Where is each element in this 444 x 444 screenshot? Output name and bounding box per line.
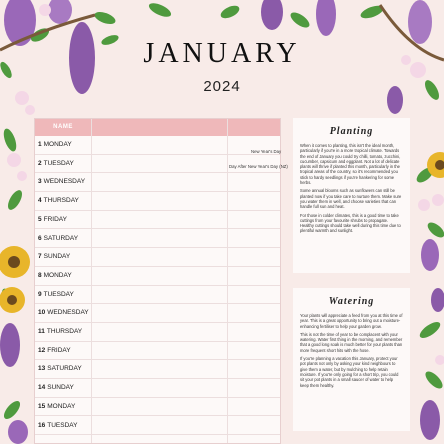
day-name: SATURDAY bbox=[47, 365, 82, 373]
day-label bbox=[38, 160, 74, 167]
calendar-day-row bbox=[35, 267, 280, 286]
day-name: THURSDAY bbox=[43, 197, 79, 205]
note-new-years-day: New Year's Day bbox=[251, 149, 282, 154]
day-label bbox=[38, 309, 89, 316]
planting-paragraph-3: For those in colder climates, this is a good time to take cuttings from your favourite shrubs to propagate. Healthy cuttings should take well during this time due to plentiful warmth and sunlight. bbox=[300, 212, 401, 234]
day-label bbox=[38, 141, 72, 148]
watering-paragraph-2: This is not the time of year to be complacent with your watering. Water first thing in the morning, and remember that a good long soak is much better for your plants than more frequent short hits with the hose. bbox=[300, 331, 403, 353]
day-number: 15 bbox=[38, 402, 46, 410]
day-label bbox=[38, 253, 70, 260]
day-name: SUNDAY bbox=[43, 253, 71, 261]
day-name: MONDAY bbox=[43, 141, 72, 148]
day-number: 16 bbox=[38, 421, 46, 429]
day-label bbox=[38, 347, 71, 354]
calendar-table bbox=[34, 118, 288, 444]
day-label bbox=[38, 197, 79, 204]
planting-paragraph-1: When it comes to planting, this isn't the ideal month, particularly if you're in a more tropical climate. Towards the end of January you could try chilli, tomato, zucchini, cucumber, capsicum and eggplant. Not a lot of delicate plants will thrive if planted this month, particularly in the tropical areas of the country, so it's recommended you stick to hardy seedlings if you're hankering for some herbs. bbox=[300, 143, 401, 186]
calendar-day-row bbox=[35, 304, 280, 323]
day-label bbox=[38, 216, 67, 223]
day-number: 2 bbox=[38, 159, 42, 167]
watering-panel bbox=[293, 288, 410, 431]
day-number: 4 bbox=[38, 197, 42, 205]
day-label bbox=[38, 235, 78, 242]
day-number: 6 bbox=[38, 234, 42, 242]
day-name: THURSDAY bbox=[46, 328, 83, 335]
day-number: 5 bbox=[38, 215, 42, 223]
day-name: SUNDAY bbox=[47, 384, 74, 392]
day-name: WEDNESDAY bbox=[43, 178, 86, 186]
calendar-day-row bbox=[35, 342, 280, 361]
day-label bbox=[38, 291, 74, 298]
calendar-day-row bbox=[35, 323, 280, 342]
note-day-after-new-years: Day After New Year's Day (NZ) bbox=[229, 164, 288, 169]
day-name: MONDAY bbox=[43, 271, 72, 279]
calendar-day-row bbox=[35, 192, 280, 211]
name-column-header: NAME bbox=[35, 119, 92, 136]
watering-title: Watering bbox=[328, 296, 375, 307]
calendar-day-row bbox=[35, 248, 280, 267]
day-number: 12 bbox=[38, 346, 46, 354]
calendar-day-row bbox=[35, 136, 280, 155]
wisteria-left bbox=[0, 323, 28, 444]
planting-panel bbox=[293, 118, 410, 273]
day-label bbox=[38, 384, 74, 391]
calendar-day-row bbox=[35, 360, 280, 379]
day-name: TUESDAY bbox=[43, 290, 74, 298]
sunflowers-left bbox=[0, 246, 30, 313]
day-name: FRIDAY bbox=[47, 346, 71, 354]
column-header-2 bbox=[92, 119, 228, 136]
day-name: WEDNESDAY bbox=[47, 309, 89, 317]
day-name: MONDAY bbox=[47, 402, 76, 410]
planting-paragraph-2: Some annual blooms such as sunflowers can still be planted now if you take care to nurture them. Make sure you water them in well, and choose varieties that can handle full sun and heat. bbox=[300, 188, 402, 210]
day-label bbox=[38, 328, 82, 335]
day-name: SATURDAY bbox=[43, 234, 79, 242]
calendar-day-row bbox=[35, 286, 280, 305]
day-label bbox=[38, 422, 77, 429]
day-name: FRIDAY bbox=[43, 215, 67, 223]
month-title: JANUARY bbox=[143, 38, 301, 69]
day-number: 9 bbox=[38, 290, 42, 298]
day-label bbox=[38, 403, 75, 410]
year-label: 2024 bbox=[203, 78, 241, 95]
calendar-day-row bbox=[35, 417, 280, 436]
calendar-day-row bbox=[35, 398, 280, 417]
column-header-3 bbox=[228, 119, 282, 136]
watering-paragraph-1: Your plants will appreciate a feed from you at this time of year. This is a great opportunity to bring out a moisture-enhancing fertiliser to help your garden grow. bbox=[300, 313, 403, 329]
calendar-day-row bbox=[35, 230, 280, 249]
day-number: 3 bbox=[38, 178, 42, 186]
day-label bbox=[38, 272, 72, 279]
day-number: 7 bbox=[38, 253, 42, 261]
day-number: 10 bbox=[38, 309, 46, 317]
day-name: TUESDAY bbox=[47, 421, 78, 429]
table-header bbox=[35, 119, 280, 136]
day-name: TUESDAY bbox=[43, 159, 74, 167]
wisteria-right bbox=[420, 239, 444, 440]
day-number: 1 bbox=[38, 141, 42, 148]
day-label bbox=[38, 365, 82, 372]
day-number: 8 bbox=[38, 271, 42, 279]
blossoms-left bbox=[7, 153, 27, 181]
watering-paragraph-3: If you're planning a vacation this January, protect your pot plants not only by asking your kind neighbours to give them a water, but by mulching to help retain moisture. If you're only going for a short trip, you could sit your pot plants in a small saucer of water to help keep them healthy. bbox=[300, 356, 399, 388]
calendar-day-row bbox=[35, 173, 280, 192]
calendar-day-row bbox=[35, 211, 280, 230]
day-number: 13 bbox=[38, 365, 46, 373]
day-label bbox=[38, 178, 85, 185]
planting-title: Planting bbox=[329, 126, 374, 137]
day-number: 11 bbox=[38, 328, 45, 335]
day-number: 14 bbox=[38, 384, 46, 392]
calendar-day-row bbox=[35, 379, 280, 398]
